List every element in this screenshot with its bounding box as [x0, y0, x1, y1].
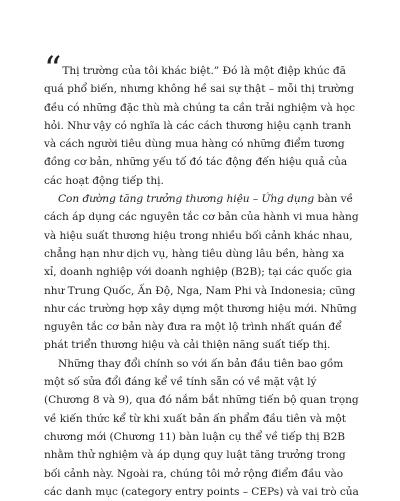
application-paragraph	[44, 190, 360, 355]
application-text: bàn về cách áp dụng các nguyên tắc cơ bản của hành vi mua hàng và hiệu suất thương hiệu trong nhiều bối cảnh khác nhau, chẳng hạn như dịch vụ, hàng tiêu dùng lâu bền, hàng xa xỉ, doanh nghiệp với doanh nghiệp (B2B); tại các quốc gia như Trung Quốc, Ấn Độ, Nga, Nam Phi và Indonesia; cũng như các trường hợp xây dựng một thương hiệu mới. Những nguyên tắc cơ bản này đưa ra một lộ trình nhất quán để phát triển thương hiệu và cải thiện năng suất tiếp thị.	[44, 193, 359, 352]
opening-quote-mark: “	[44, 49, 62, 89]
intro-text: Thị trường của tôi khác biệt.” Đó là một điệp khúc đã quá phổ biến, nhưng không hề sai sự thật – mỗi thị trường đều có những đặc thù mà chúng ta cần trải nghiệm và học hỏi. Như vậy có nghĩa là các cách thương hiệu cạnh tranh và cách người tiêu dùng mua hàng có những điểm tương đồng cơ bản, những yếu tố đó tác động đến hiệu quả của các hoạt động tiếp thị.	[44, 65, 356, 187]
changes-paragraph	[44, 355, 360, 501]
book-title: Con đường tăng trưởng thương hiệu – Ứng dụng	[58, 193, 315, 206]
changes-text: Những thay đổi chính so với ấn bản đầu tiên bao gồm một số sửa đổi đáng kể về tính sẵn có về mặt vật lý (Chương 8 và 9), qua đó nắm bắt những tiến bộ quan trọng về kiến thức kể từ khi xuất bản ấn phẩm đầu tiên và một chương mới (Chương 11) bàn luận cụ thể về tiếp thị B2B nhằm thử nghiệm và áp dụng quy luật tăng trưởng trong bối cảnh này. Ngoài ra, chúng tôi mở rộng điểm đầu vào các danh mục (category entry points – CEPs) và vai trò của	[44, 357, 359, 498]
intro-paragraph	[44, 49, 360, 190]
